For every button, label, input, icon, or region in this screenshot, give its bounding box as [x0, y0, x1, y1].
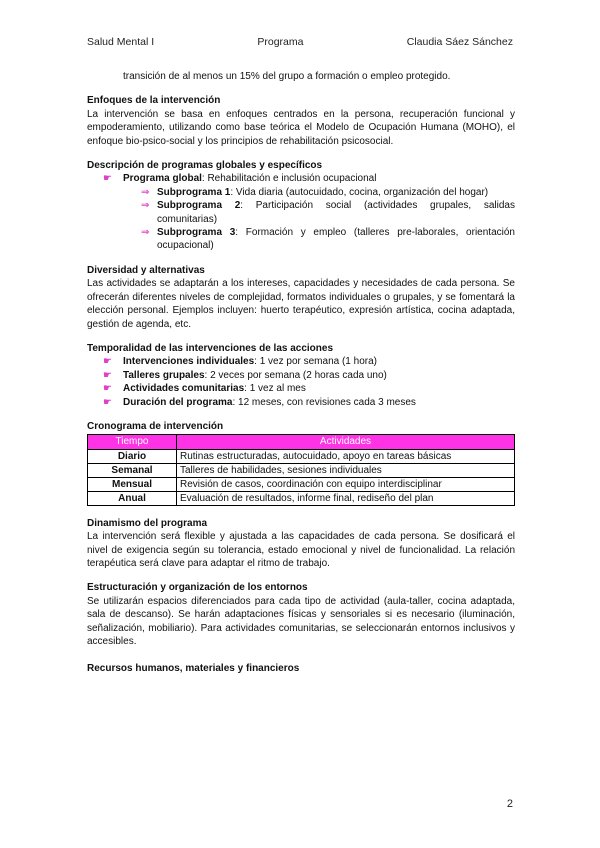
table-cell-actividades: Evaluación de resultados, informe final, rediseño del plan	[177, 491, 515, 505]
list-item-text: : 1 vez al mes	[244, 383, 306, 395]
hand-point-icon: ☛	[103, 173, 112, 185]
table-row	[88, 449, 515, 463]
list-item-text: : Rehabilitación e inclusión ocupacional	[201, 173, 377, 185]
section-title-enfoques: Enfoques de la intervención	[87, 95, 221, 107]
continued-text: transición de al menos un 15% del grupo a formación o empleo protegido.	[123, 71, 451, 82]
section-title-diversidad: Diversidad y alternativas	[87, 264, 205, 276]
table-cell-actividades: Talleres de habilidades, sesiones individuales	[177, 463, 515, 477]
table-cell-tiempo: Mensual	[88, 477, 177, 491]
page-body	[87, 70, 515, 676]
table-header-tiempo: Tiempo	[88, 435, 177, 449]
section-body-dinamismo: La intervención será flexible y ajustada a las capacidades de cada persona. Se dosificará el nivel de exigencia según su tolerancia, estado emocional y nivel de funcionalidad. La relación terapéutica será clave para adaptar el ritmo de trabajo.	[87, 531, 515, 569]
list-item	[87, 396, 515, 409]
list-item	[87, 226, 515, 253]
table-row	[88, 477, 515, 491]
list-item	[87, 382, 515, 395]
list-item-label: Subprograma 1	[157, 186, 231, 198]
list-item	[87, 186, 515, 199]
section-body-estructuracion: Se utilizarán espacios diferenciados para cada tipo de actividad (aula-taller, cocina adaptada, sala de descanso). Se harán adaptaciones físicas y sensoriales si es necesario (iluminación, señalización, mobiliario). Para actividades comunitarias, se seleccionarán entornos inclusivos y accesibles.	[87, 595, 515, 647]
hand-point-icon: ☛	[103, 356, 112, 368]
hand-point-icon: ☛	[103, 396, 112, 408]
header-doc: Programa	[257, 36, 304, 48]
section-title-dinamismo: Dinamismo del programa	[87, 517, 208, 529]
list-item-text: : Vida diaria (autocuidado, cocina, organización del hogar)	[230, 186, 489, 198]
section-title-recursos: Recursos humanos, materiales y financieros	[87, 663, 300, 675]
list-item-label: Subprograma 3	[157, 227, 236, 239]
list-item-label: Actividades comunitarias	[123, 383, 245, 395]
hand-point-icon: ☛	[103, 369, 112, 381]
list-item	[87, 199, 515, 226]
table-row	[88, 491, 515, 505]
header-course: Salud Mental I	[87, 36, 155, 48]
list-item	[87, 355, 515, 368]
arrow-right-icon: ⇒	[141, 200, 150, 212]
hand-point-icon: ☛	[103, 383, 112, 395]
page-header	[87, 36, 513, 48]
list-item-label: Subprograma 2	[157, 200, 241, 212]
list-item	[87, 369, 515, 382]
list-item-text: : 2 veces por semana (2 horas cada uno)	[204, 369, 387, 381]
table-cell-tiempo: Anual	[88, 491, 177, 505]
table-cell-actividades: Rutinas estructuradas, autocuidado, apoyo en tareas básicas	[177, 449, 515, 463]
section-title-temporalidad: Temporalidad de las intervenciones de las acciones	[87, 342, 334, 354]
section-title-cronograma: Cronograma de intervención	[87, 420, 224, 432]
section-body-enfoques: La intervención se basa en enfoques centrados en la persona, recuperación funcional y empoderamiento, utilizando como base teórica el Modelo de Ocupación Humana (MOHO), el enfoque bio-psico-social y los principios de rehabilitación psicosocial.	[87, 108, 515, 147]
table-row	[88, 463, 515, 477]
arrow-right-icon: ⇒	[141, 227, 150, 239]
table-header-row	[88, 435, 515, 449]
table-cell-tiempo: Semanal	[88, 463, 177, 477]
header-author: Claudia Sáez Sánchez	[406, 36, 513, 48]
table-header-actividades: Actividades	[177, 435, 515, 449]
section-title-programas: Descripción de programas globales y específicos	[87, 160, 323, 172]
section-title-estructuracion: Estructuración y organización de los entornos	[87, 582, 308, 594]
list-item-text: : Formación y empleo (talleres pre-laborales, orientación ocupacional)	[157, 227, 515, 252]
list-item	[87, 172, 515, 185]
list-item-text: : 1 vez por semana (1 hora)	[254, 356, 377, 368]
table-cell-actividades: Revisión de casos, coordinación con equipo interdisciplinar	[177, 477, 515, 491]
page-number: 2	[506, 798, 513, 810]
cronograma-table	[87, 434, 515, 505]
table-cell-tiempo: Diario	[88, 449, 177, 463]
list-item-text: : 12 meses, con revisiones cada 3 meses	[232, 396, 416, 408]
list-item-label: Duración del programa	[123, 396, 233, 408]
section-body-diversidad: Las actividades se adaptarán a los intereses, capacidades y necesidades de cada persona. Se ofrecerán diferentes niveles de complejidad, formatos individuales o grupales, y se fomentará la elección personal. Ejemplos incluyen: huerto terapéutico, expresión artística, cocina adaptada, gestión de agenda, etc.	[87, 278, 515, 330]
list-item-label: Intervenciones individuales	[123, 356, 255, 368]
list-item-label: Talleres grupales	[123, 369, 205, 381]
temporalidad-list	[87, 355, 515, 409]
arrow-right-icon: ⇒	[141, 186, 150, 198]
programas-list	[87, 172, 515, 252]
list-item-label: Programa global	[123, 173, 202, 185]
list-item-text: : Participación social (actividades grupales, salidas comunitarias)	[157, 200, 515, 225]
